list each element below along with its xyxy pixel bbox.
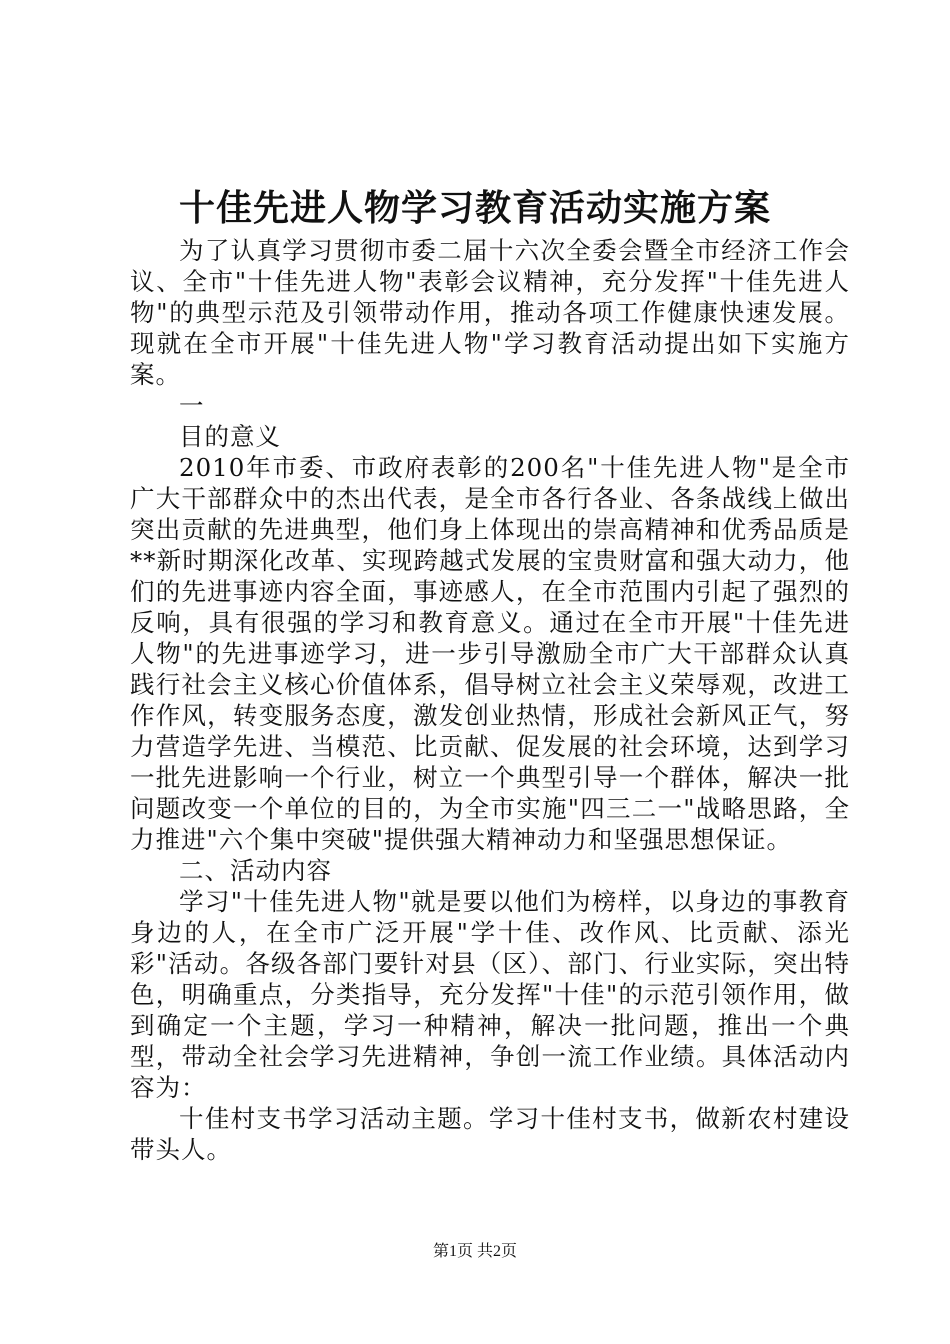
section-heading-content: 二、活动内容 — [179, 856, 332, 885]
section-heading-purpose: 目的意义 — [179, 422, 281, 451]
section-number: 一 — [179, 391, 205, 420]
document-body — [130, 235, 850, 1165]
content-paragraph: 学习"十佳先进人物"就是要以他们为榜样，以身边的事教育身边的人，在全市广泛开展"学十佳、改作风、比贡献、添光彩"活动。各级各部门要针对县（区）、部门、行业实际，突出特色，明确重点，分类指导，充分发挥"十佳"的示范引领作用，做到确定一个主题，学习一种精神，解决一批问题，推出一个典型，带动全社会学习先进精神，争创一流工作业绩。具体活动内容为： — [130, 887, 850, 1102]
purpose-paragraph: 2010年市委、市政府表彰的200名"十佳先进人物"是全市广大干部群众中的杰出代表，是全市各行各业、各条战线上做出突出贡献的先进典型，他们身上体现出的崇高精神和优秀品质是**新时期深化改革、实现跨越式发展的宝贵财富和强大动力，他们的先进事迹内容全面，事迹感人，在全市范围内引起了强烈的反响，具有很强的学习和教育意义。通过在全市开展"十佳先进人物"的先进事迹学习，进一步引导激励全市广大干部群众认真践行社会主义核心价值体系，倡导树立社会主义荣辱观，改进工作作风，转变服务态度，激发创业热情，形成社会新风正气，努力营造学先进、当模范、比贡献、促发展的社会环境，达到学习一批先进影响一个行业，树立一个典型引导一个群体，解决一批问题改变一个单位的目的，为全市实施"四三二一"战略思路，全力推进"六个集中突破"提供强大精神动力和坚强思想保证。 — [130, 453, 850, 854]
intro-paragraph: 为了认真学习贯彻市委二届十六次全委会暨全市经济工作会议、全市"十佳先进人物"表彰会议精神，充分发挥"十佳先进人物"的典型示范及引领带动作用，推动各项工作健康快速发展。现就在全市开展"十佳先进人物"学习教育活动提出如下实施方案。 — [130, 236, 850, 389]
document-title: 十佳先进人物学习教育活动实施方案 — [178, 187, 771, 229]
village-secretary-paragraph: 十佳村支书学习活动主题。学习十佳村支书，做新农村建设带头人。 — [130, 1104, 850, 1164]
page-footer: 第1页 共2页 — [432, 1243, 517, 1260]
